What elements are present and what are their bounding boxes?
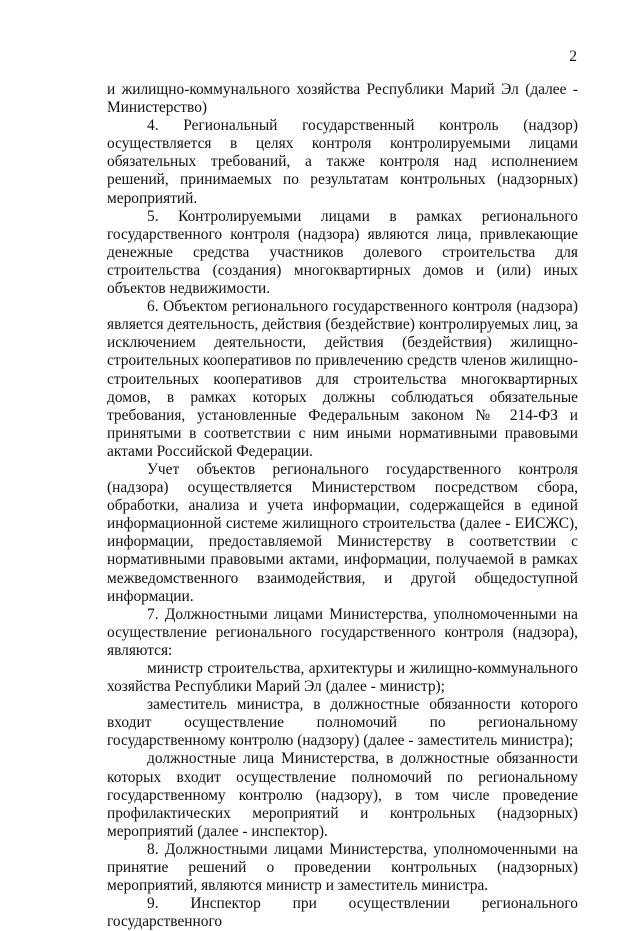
paragraph-item-6 — [107, 298, 578, 461]
paragraph-deputy-minister: заместитель министра, в должностные обязанности которого входит осуществление полномочий по региональному государственному контролю (надзору) (далее - заместитель министра); — [107, 696, 578, 750]
item-number: 4. — [147, 117, 159, 135]
paragraph-text: Должностными лицами Министерства, уполномоченными на принятие решений о проведении контрольных (надзорных) мероприятий, являются министр и заместитель министра. — [107, 840, 578, 895]
paragraph-text: Объектом регионального государственного контроля (надзора) является деятельность, действия (бездействие) контролируемых лиц, за исключением деятельности, действия (бездействия) жилищно-строительных кооперативов по привлечению средств членов жилищно-строительных кооперативов для строительства многоквартирных домов, в рамках которых должны соблюдаться обязательные требования, установленные Федеральным законом № 214-ФЗ и принятыми в соответствии с ним иными нормативными правовыми актами Российской Федерации. — [107, 298, 578, 460]
paragraph-minister: министр строительства, архитектуры и жилищно-коммунального хозяйства Республики Марий Эл (далее - министр); — [107, 660, 578, 696]
item-number: 9. — [147, 895, 159, 913]
page-number: 2 — [569, 48, 577, 65]
item-number: 7. — [147, 605, 159, 623]
paragraph-item-4 — [107, 117, 578, 207]
paragraph-text: Инспектор при осуществлении регионального государственного — [107, 895, 578, 931]
paragraph-continuation: и жилищно-коммунального хозяйства Республики Марий Эл (далее - Министерство) — [107, 81, 578, 117]
item-number: 8. — [147, 840, 159, 858]
document-body — [107, 81, 578, 931]
paragraph-accounting: Учет объектов регионального государственного контроля (надзора) осуществляется Министерством посредством сбора, обработки, анализа и учета информации, содержащейся в единой информационной системе жилищного строительства (далее - ЕИСЖС), информации, предоставляемой Министерству в соответствии с нормативными правовыми актами, информации, получаемой в рамках межведомственного взаимодействия, и другой общедоступной информации. — [107, 460, 578, 605]
item-number: 6. — [147, 298, 159, 316]
paragraph-item-7 — [107, 606, 578, 660]
paragraph-item-5 — [107, 208, 578, 298]
paragraph-text: Контролируемыми лицами в рамках регионального государственного контроля (надзора) являются лица, привлекающие денежные средства участников долевого строительства для строительства (создания) многоквартирных домов и (или) иных объектов недвижимости. — [107, 207, 578, 298]
paragraph-text: Должностными лицами Министерства, уполномоченными на осуществление регионального государственного контроля (надзора), являются: — [107, 605, 578, 659]
paragraph-item-8 — [107, 841, 578, 895]
paragraph-text: Региональный государственный контроль (надзор) осуществляется в целях контроля контролируемыми лицами обязательных требований, а также контроля над исполнением решений, принимаемых по результатам контрольных (надзорных) мероприятий. — [107, 117, 578, 207]
paragraph-inspector: должностные лица Министерства, в должностные обязанности которых входит осуществление полномочий по региональному государственному контролю (надзору), в том числе проведение профилактических мероприятий и контрольных (надзорных) мероприятий (далее - инспектор). — [107, 750, 578, 840]
item-number: 5. — [147, 207, 159, 225]
paragraph-item-9 — [107, 895, 578, 931]
